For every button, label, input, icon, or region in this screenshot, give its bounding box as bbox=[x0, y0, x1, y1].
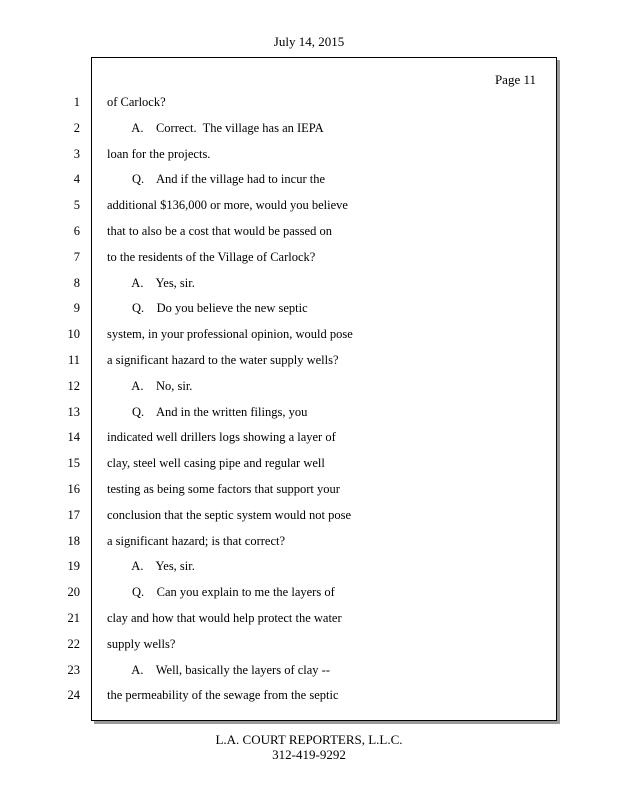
transcript-line: Q. Can you explain to me the layers of bbox=[107, 585, 335, 599]
transcript-line: indicated well drillers logs showing a layer of bbox=[107, 430, 336, 444]
transcript-line: a significant hazard to the water supply wells? bbox=[107, 353, 339, 367]
line-number: 15 bbox=[67, 456, 80, 470]
line-number: 10 bbox=[67, 327, 80, 341]
transcript-line: A. No, sir. bbox=[107, 379, 193, 393]
line-number: 20 bbox=[67, 585, 80, 599]
line-number: 4 bbox=[73, 172, 80, 186]
transcript-line: clay and how that would help protect the water bbox=[107, 611, 342, 625]
line-number: 18 bbox=[67, 534, 80, 548]
line-number: 1 bbox=[73, 95, 80, 109]
transcript-line: Q. And in the written filings, you bbox=[107, 405, 308, 419]
transcript-line: testing as being some factors that support your bbox=[107, 482, 340, 496]
line-number: 3 bbox=[73, 147, 80, 161]
line-number: 7 bbox=[73, 250, 80, 264]
transcript-line: additional $136,000 or more, would you believe bbox=[107, 198, 348, 212]
line-number: 9 bbox=[73, 301, 80, 315]
transcript-line: that to also be a cost that would be passed on bbox=[107, 224, 332, 238]
transcript-line: of Carlock? bbox=[107, 95, 166, 109]
line-number: 24 bbox=[67, 688, 80, 702]
page-number-label: Page 11 bbox=[494, 72, 536, 87]
line-number: 21 bbox=[67, 611, 80, 625]
line-number: 12 bbox=[67, 379, 80, 393]
line-number: 22 bbox=[67, 637, 80, 651]
transcript-line: A. Well, basically the layers of clay -- bbox=[107, 663, 331, 677]
line-number: 13 bbox=[67, 405, 80, 419]
transcript-line: loan for the projects. bbox=[107, 147, 211, 161]
line-number: 8 bbox=[73, 276, 80, 290]
transcript-line: A. Correct. The village has an IEPA bbox=[107, 121, 324, 135]
transcript-line: Q. Do you believe the new septic bbox=[107, 301, 308, 315]
transcript-line: Q. And if the village had to incur the bbox=[107, 172, 326, 186]
transcript-line: supply wells? bbox=[107, 637, 176, 651]
transcript-line: system, in your professional opinion, would pose bbox=[107, 327, 353, 341]
transcript-line: clay, steel well casing pipe and regular well bbox=[107, 456, 325, 470]
transcript-line: conclusion that the septic system would not pose bbox=[107, 508, 352, 522]
footer bbox=[0, 732, 618, 762]
transcript-line: A. Yes, sir. bbox=[107, 559, 195, 573]
line-number: 11 bbox=[67, 353, 80, 367]
line-number: 23 bbox=[67, 663, 80, 677]
transcript-line: the permeability of the sewage from the septic bbox=[107, 688, 339, 702]
line-number: 19 bbox=[67, 559, 80, 573]
footer-company: L.A. COURT REPORTERS, L.L.C. bbox=[215, 732, 403, 747]
line-number: 5 bbox=[73, 198, 80, 212]
transcript-line: to the residents of the Village of Carlock? bbox=[107, 250, 316, 264]
transcript-date: July 14, 2015 bbox=[273, 34, 345, 49]
footer-phone: 312-419-9292 bbox=[272, 747, 346, 762]
line-number: 2 bbox=[73, 121, 80, 135]
line-number: 6 bbox=[73, 224, 80, 238]
line-number: 16 bbox=[67, 482, 80, 496]
line-number: 17 bbox=[67, 508, 80, 522]
transcript-line: A. Yes, sir. bbox=[107, 276, 195, 290]
line-number: 14 bbox=[67, 430, 80, 444]
transcript-line: a significant hazard; is that correct? bbox=[107, 534, 286, 548]
